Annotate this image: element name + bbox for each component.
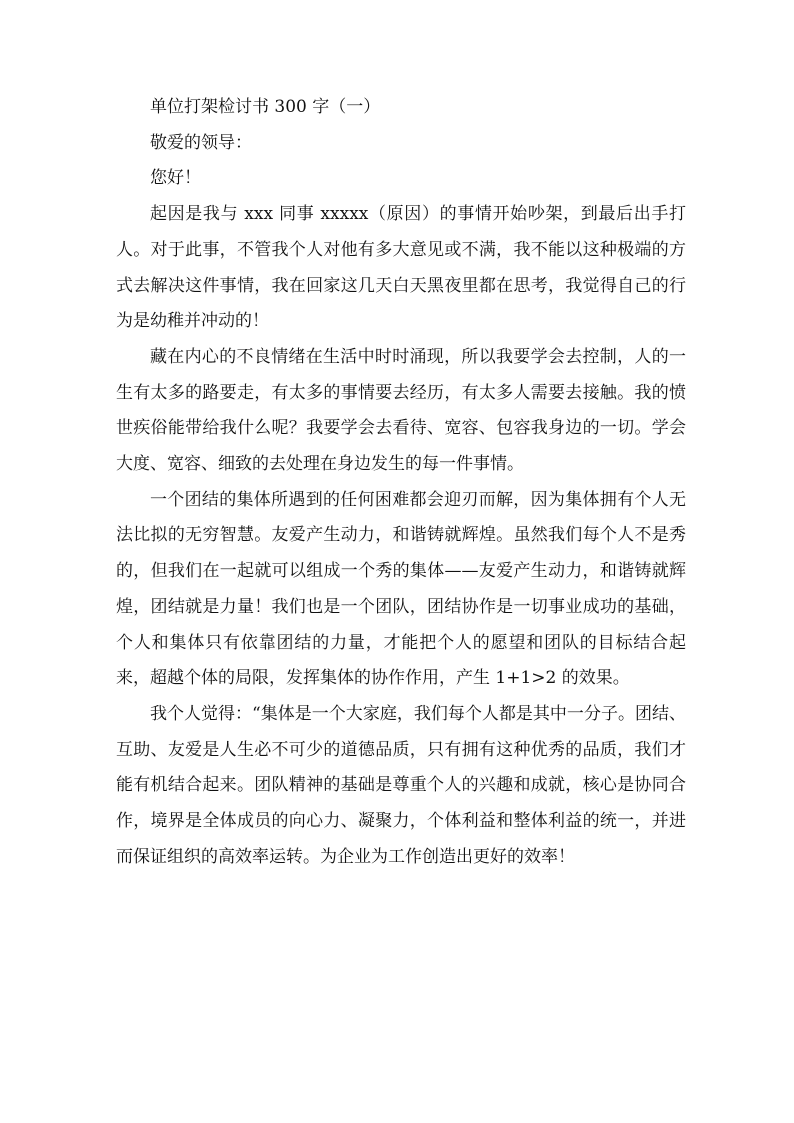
salutation: 敬爱的领导： — [150, 132, 252, 153]
paragraph-3: 一个团结的集体所遇到的任何困难都会迎刃而解，因为集体拥有个人无法比拟的无穷智慧。友爱产生动力，和谐铸就辉煌。虽然我们每个人不是秀的，但我们在一起就可以组成一个秀的集体——友爱产生动力，和谐铸就辉煌，团结就是力量！我们也是一个团队，团结协作是一切事业成功的基础，个人和集体只有依靠团结的力量，才能把个人的愿望和团队的目标结合起来，超越个体的局限，发挥集体的协作作用，产生 1+1>2 的效果。 — [116, 489, 686, 689]
paragraph-2: 藏在内心的不良情绪在生活中时时涌现，所以我要学会去控制，人的一生有太多的路要走，有太多的事情要去经历，有太多人需要去接触。我的愤世疾俗能带给我什么呢？我要学会去看待、宽容、包容我身边的一切。学会大度、宽容、细致的去处理在身边发生的每一件事情。 — [116, 346, 686, 475]
document-body — [116, 90, 686, 875]
paragraph-4: 我个人觉得：“集体是一个大家庭，我们每个人都是其中一分子。团结、互助、友爱是人生必不可少的道德品质，只有拥有这种优秀的品质，我们才能有机结合起来。团队精神的基础是尊重个人的兴趣和成就，核心是协同合作，境界是全体成员的向心力、凝聚力，个体利益和整体利益的统一，并进而保证组织的高效率运转。为企业为工作创造出更好的效率！ — [116, 703, 686, 867]
paragraph-1: 起因是我与 xxx 同事 xxxxx（原因）的事情开始吵架，到最后出手打人。对于此事，不管我个人对他有多大意见或不满，我不能以这种极端的方式去解决这件事情，我在回家这几天白天黑夜里都在思考，我觉得自己的行为是幼稚并冲动的！ — [116, 204, 686, 332]
greeting: 您好！ — [150, 168, 201, 189]
document-title: 单位打架检讨书 300 字（一） — [150, 97, 381, 117]
